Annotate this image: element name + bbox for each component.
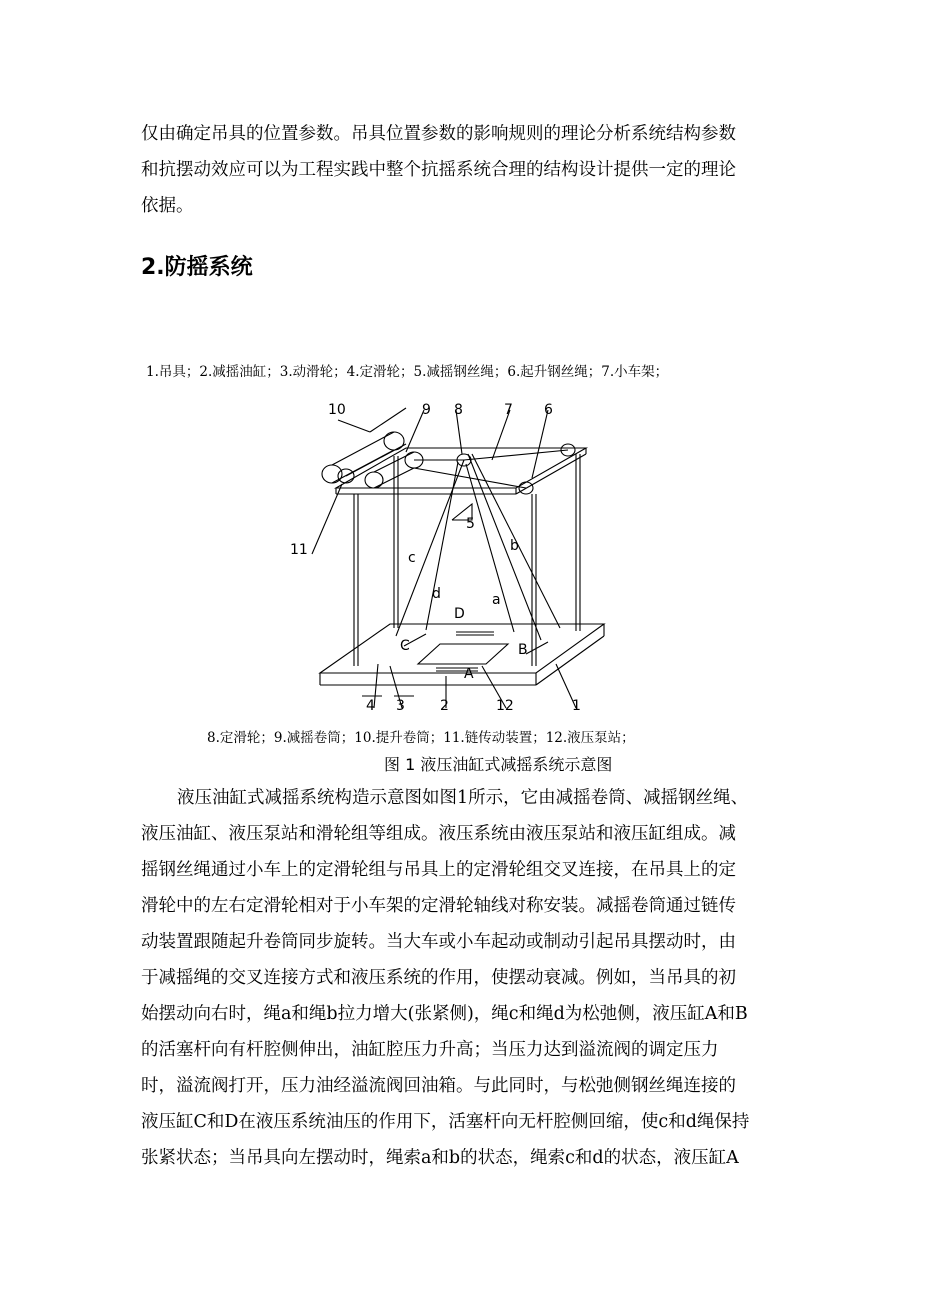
label-cyl-C: C bbox=[400, 638, 410, 654]
hydraulic-pump-station bbox=[418, 644, 508, 664]
label-rope-b: b bbox=[510, 538, 519, 554]
hoist-drum bbox=[322, 432, 406, 483]
body-paragraph bbox=[141, 780, 791, 1176]
label-10: 10 bbox=[328, 402, 346, 418]
body-line: 滑轮中的左右定滑轮相对于小车架的定滑轮轴线对称安装。减摇卷筒通过链传 bbox=[141, 896, 736, 916]
figure-legend-top: 1.吊具；2.减摇油缸；3.动滑轮；4.定滑轮；5.减摇钢丝绳；6.起升钢丝绳；7.小车架； bbox=[146, 364, 669, 380]
label-2: 2 bbox=[440, 698, 449, 714]
label-8: 8 bbox=[454, 402, 463, 418]
body-line: 的活塞杆向有杆腔侧伸出，油缸腔压力升高；当压力达到溢流阀的调定压力 bbox=[141, 1040, 719, 1060]
label-rope-d: d bbox=[432, 586, 441, 602]
figure-legend-bottom: 8.定滑轮；9.减摇卷筒；10.提升卷筒；11.链传动装置；12.液压泵站； bbox=[207, 730, 635, 746]
intro-line: 仅由确定吊具的位置参数。吊具位置参数的影响规则的理论分析系统结构参数 bbox=[141, 124, 736, 144]
intro-line: 和抗摆动效应可以为工程实践中整个抗摇系统合理的结构设计提供一定的理论 bbox=[141, 160, 736, 180]
body-line: 始摆动向右时，绳a和绳b拉力增大(张紧侧)，绳c和绳d为松弛侧，液压缸A和B bbox=[141, 1004, 748, 1024]
spreader bbox=[320, 624, 604, 673]
body-line: 液压缸C和D在液压系统油压的作用下，活塞杆向无杆腔侧回缩，使c和d绳保持 bbox=[141, 1112, 750, 1132]
label-12: 12 bbox=[496, 698, 514, 714]
body-line: 摇钢丝绳通过小车上的定滑轮组与吊具上的定滑轮组交叉连接，在吊具上的定 bbox=[141, 860, 736, 880]
figure-caption: 图 1 液压油缸式减摇系统示意图 bbox=[384, 755, 613, 774]
anti-sway-system-diagram bbox=[286, 396, 616, 716]
body-line: 液压油缸式减摇系统构造示意图如图1所示，它由减摇卷筒、减摇钢丝绳、 bbox=[177, 788, 749, 808]
body-line: 时，溢流阀打开，压力油经溢流阀回油箱。与此同时，与松弛侧钢丝绳连接的 bbox=[141, 1076, 736, 1096]
label-3: 3 bbox=[396, 698, 405, 714]
label-cyl-B: B bbox=[518, 642, 528, 658]
label-1: 1 bbox=[572, 698, 581, 714]
label-5: 5 bbox=[466, 516, 475, 532]
section-heading: 2.防摇系统 bbox=[141, 255, 253, 280]
label-7: 7 bbox=[504, 402, 513, 418]
body-line: 张紧状态；当吊具向左摆动时，绳索a和b的状态，绳索c和d的状态，液压缸A bbox=[141, 1148, 739, 1168]
label-9: 9 bbox=[422, 402, 431, 418]
rope-b bbox=[468, 454, 541, 640]
body-line: 于减摇绳的交叉连接方式和液压系统的作用，使摆动衰减。例如，当吊具的初 bbox=[141, 968, 736, 988]
intro-line: 依据。 bbox=[141, 196, 194, 216]
body-line: 液压油缸、液压泵站和滑轮组等组成。液压系统由液压泵站和液压缸组成。减 bbox=[141, 824, 736, 844]
label-rope-c: c bbox=[408, 550, 416, 566]
body-line: 动装置跟随起升卷筒同步旋转。当大车或小车起动或制动引起吊具摆动时，由 bbox=[141, 932, 736, 952]
label-cyl-A: A bbox=[464, 666, 474, 682]
label-rope-a: a bbox=[492, 592, 501, 608]
label-cyl-D: D bbox=[454, 606, 465, 622]
label-6: 6 bbox=[544, 402, 553, 418]
label-4: 4 bbox=[366, 698, 375, 714]
cylinder-B bbox=[526, 642, 548, 654]
intro-paragraph bbox=[141, 116, 791, 224]
label-11: 11 bbox=[290, 542, 308, 558]
